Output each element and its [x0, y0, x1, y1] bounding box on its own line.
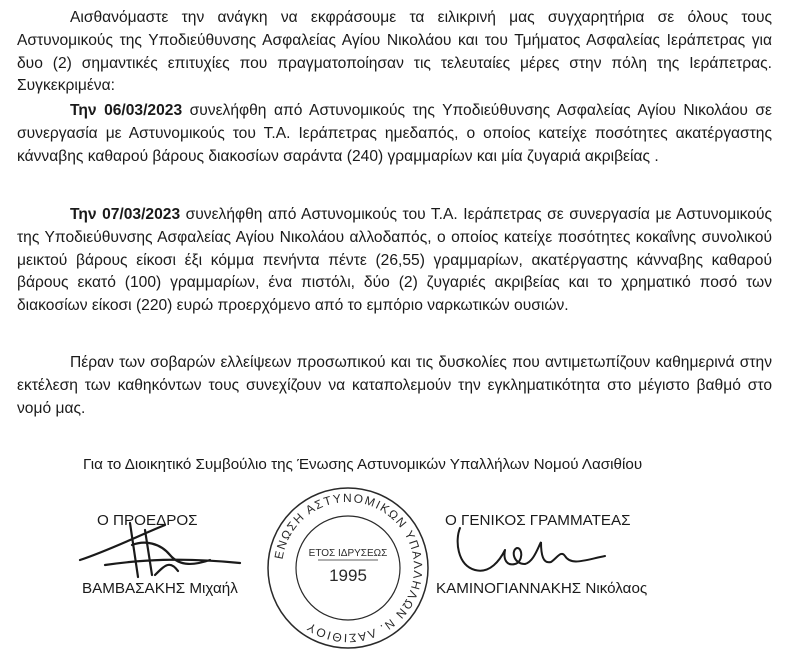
secretary-name: ΚΑΜΙΝΟΓΙΑΝΝΑΚΗΣ Νικόλαος	[436, 580, 648, 597]
seal-year: 1995	[329, 566, 367, 585]
seal-ring-text: ΕΝΩΣΗ ΑΣΤΥΝΟΜΙΚΩΝ ΥΠΑΛΛΗΛΩΝ Ν. ΛΑΣΙΘΙΟΥ	[271, 490, 426, 646]
president-title: Ο ΠΡΟΕΔΡΟΣ	[97, 512, 198, 529]
on-behalf-line: Για το Διοικητικό Συμβούλιο της Ένωσης Αστυνομικών Υπαλλήλων Νομού Λασιθίου	[83, 456, 643, 473]
intro-paragraph	[17, 7, 772, 98]
case2-paragraph	[17, 204, 772, 318]
case2-date: Την 07/03/2023	[70, 206, 181, 223]
president-name: ΒΑΜΒΑΣΑΚΗΣ Μιχαήλ	[82, 580, 238, 597]
case1-text: συνελήφθη από Αστυνομικούς της Υποδιεύθυνσης Ασφαλείας Αγίου Νικολάου σε συνεργασία με Αστυνομικούς του Τ.Α. Ιεράπετρας ημεδαπός, ο οποίος κατείχε ποσότητες ακατέργαστης κάνναβης καθαρού βάρους διακοσίων σαράντα (240) γραμμαρίων και μία ζυγαριά ακριβείας .	[17, 102, 772, 165]
closing-paragraph	[17, 352, 772, 420]
seal-label: ΕΤΟΣ ΙΔΡΥΣΕΩΣ	[308, 548, 388, 559]
case1-paragraph	[17, 100, 772, 168]
association-seal	[258, 486, 438, 651]
intro-text: Αισθανόμαστε την ανάγκη να εκφράσουμε τα ειλικρινή μας συγχαρητήρια σε όλους τους Αστυνομικούς της Υποδιεύθυνσης Ασφαλείας Αγίου Νικολάου και του Τμήματος Ασφαλείας Ιεράπετρας για δυο (2) σημαντικές επιτυχίες που πραγματοποίησαν τις τελευταίες μέρες στην πόλη της Ιεράπετρας. Συγκεκριμένα:	[17, 9, 772, 95]
secretary-title: Ο ΓΕΝΙΚΟΣ ΓΡΑΜΜΑΤΕΑΣ	[445, 512, 631, 529]
closing-text: Πέραν των σοβαρών ελλείψεων προσωπικού και τις δυσκολίες που αντιμετωπίζουν καθημερινά στην εκτέλεση των καθηκόντων τους συνεχίζουν να καταπολεμούν την εγκληματικότητα στο μέγιστο βαθμό στο νομό μας.	[17, 354, 772, 417]
case2-text: συνελήφθη από Αστυνομικούς του Τ.Α. Ιεράπετρας σε συνεργασία με Αστυνομικούς της Υποδιεύθυνσης Ασφαλείας Αγίου Νικολάου αλλοδαπός, ο οποίος κατείχε ποσότητες κοκαΐνης συνολικού μεικτού βάρους είκοσι έξι κόμμα πενήντα πέντε (26,55) γραμμαρίων, ακατέργαστης κάνναβης καθαρού βάρους εκατό (100) γραμμαρίων, ένα πιστόλι, δύο (2) ζυγαριές ακριβείας και το χρηματικό ποσό των διακοσίων είκοσι (220) ευρώ προερχόμενο από το εμπόριο ναρκωτικών ουσιών.	[17, 206, 772, 315]
case1-date: Την 06/03/2023	[70, 102, 183, 119]
secretary-signature	[445, 520, 615, 580]
